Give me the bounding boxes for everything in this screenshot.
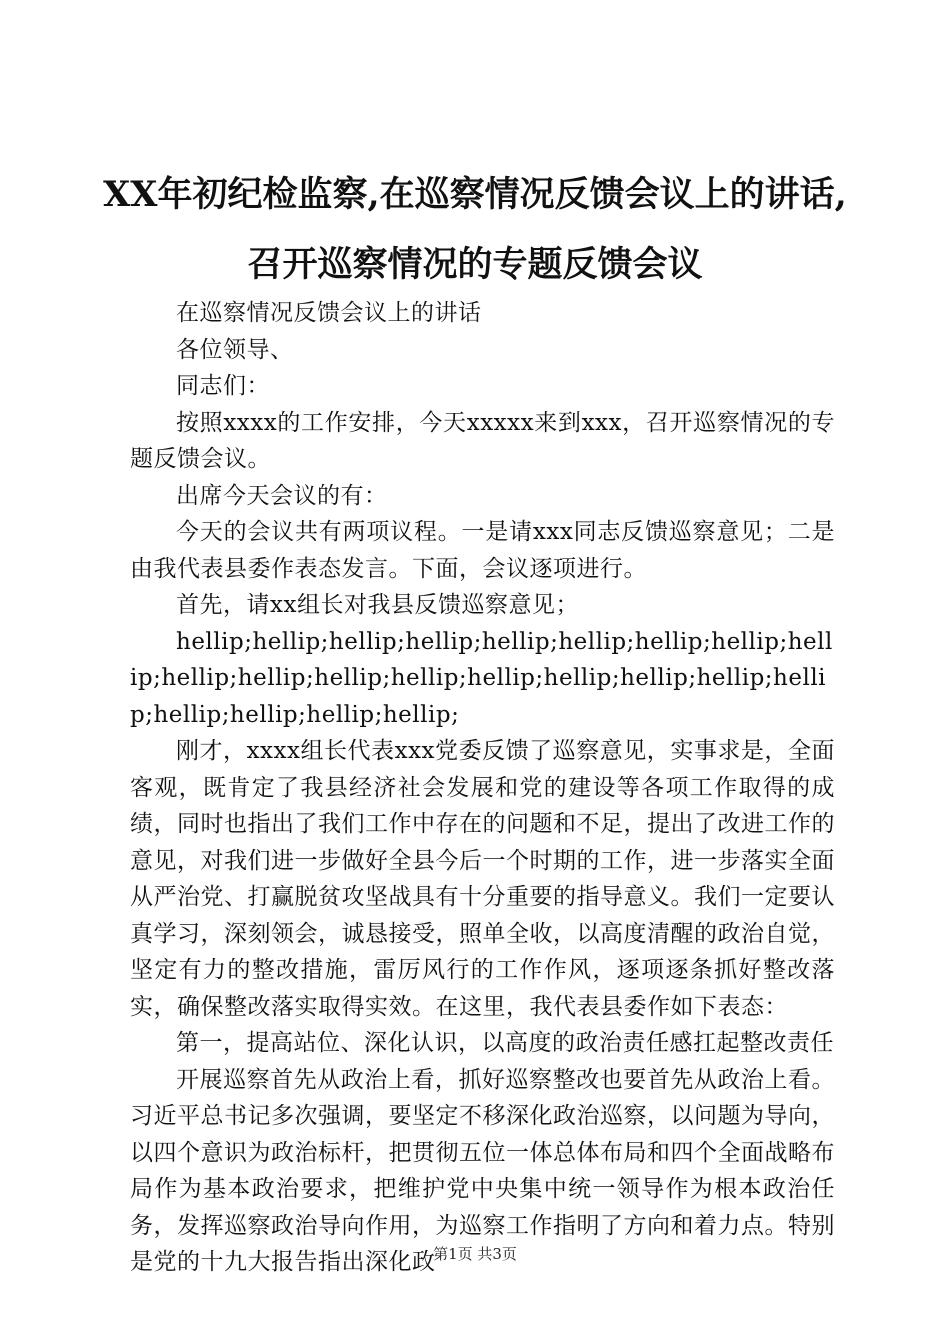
paragraph-first-item: 首先，请xx组长对我县反馈巡察意见；: [176, 592, 579, 618]
paragraph-agenda: 今天的会议共有两项议程。一是请xxx同志反馈巡察意见；二是由我代表县委作表态发言。下面，会议逐项进行。: [130, 519, 835, 582]
paragraph-opening: 按照xxxx的工作安排，今天xxxxx来到xxx，召开巡察情况的专题反馈会议。: [130, 409, 835, 472]
paragraph-section-one-body: 开展巡察首先从政治上看，抓好巡察整改也要首先从政治上看。习近平总书记多次强调，要坚定不移深化政治巡察，以问题为导向，以四个意识为政治标杆，把贯彻五位一体总体布局和四个全面战略布局作为基本政治要求，把维护党中央集中统一领导作为根本政治任务，发挥巡察政治导向作用，为巡察工作指明了方向和着力点。特别是党的十九大报告指出深化政: [130, 1066, 835, 1275]
paragraph-section-one-heading: 第一，提高站位、深化认识，以高度的政治责任感扛起整改责任: [176, 1030, 834, 1056]
paragraph-ellipsis: hellip;hellip;hellip;hellip;hellip;hellip;hellip;hellip;hellip;hellip;hellip;hellip;hellip;hellip;hellip;hellip;hellip;hellip;hellip;hellip;hellip;hellip;: [130, 628, 833, 728]
paragraph-salutation-leaders: 各位领导、: [176, 336, 294, 363]
page-number-footer: 第1页 共3页: [433, 1245, 517, 1263]
document-body: [130, 295, 835, 1281]
paragraph-salutation-comrades: 同志们：: [176, 373, 270, 399]
paragraph-speech-heading: 在巡察情况反馈会议上的讲话: [176, 300, 482, 326]
paragraph-attendees: 出席今天会议的有：: [176, 482, 388, 509]
page-title: XX年初纪检监察,在巡察情况反馈会议上的讲话,召开巡察情况的专题反馈会议: [103, 174, 847, 285]
paragraph-response: 刚才，xxxx组长代表xxx党委反馈了巡察意见，实事求是，全面客观，既肯定了我县经济社会发展和党的建设等各项工作取得的成绩，同时也指出了我们工作中存在的问题和不足，提出了改进工作的意见，对我们进一步做好全县今后一个时期的工作，进一步落实全面从严治党、打赢脱贫攻坚战具有十分重要的指导意义。我们一定要认真学习，深刻领会，诚恳接受，照单全收，以高度清醒的政治自觉，坚定有力的整改措施，雷厉风行的工作作风，逐项逐条抓好整改落实，确保整改落实取得实效。在这里，我代表县委作如下表态：: [130, 738, 835, 1020]
